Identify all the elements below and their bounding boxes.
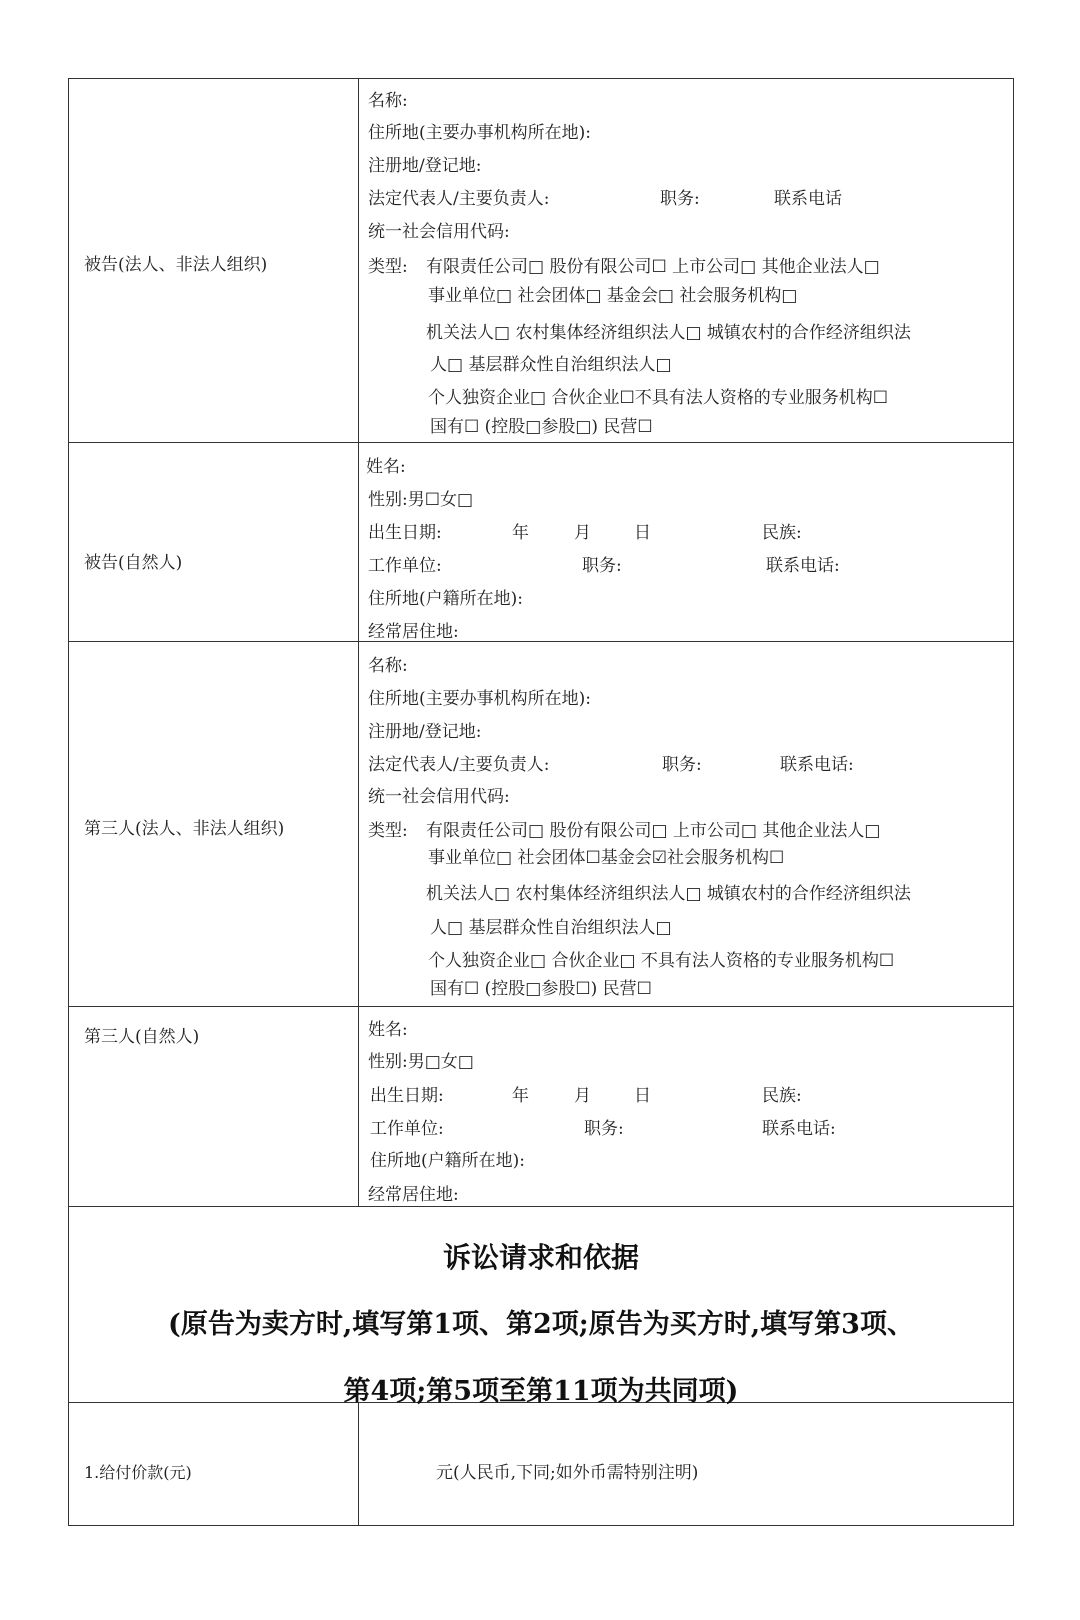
field-birth-date: 出生日期: bbox=[368, 523, 442, 543]
field-residence: 住所地(主要办事机构所在地): bbox=[368, 689, 591, 709]
field-habitual-residence: 经常居住地: bbox=[368, 1185, 459, 1205]
field-employer: 工作单位: bbox=[370, 1119, 444, 1139]
field-position: 职务: bbox=[584, 1119, 624, 1139]
field-birth-date: 出生日期: bbox=[370, 1086, 444, 1106]
field-position: 职务: bbox=[660, 189, 700, 209]
type-options: 事业单位□ 社会团体□ 基金会□ 社会服务机构□ bbox=[428, 286, 798, 306]
row-label: 第三人(法人、非法人组织) bbox=[84, 819, 285, 839]
field-credit-code: 统一社会信用代码: bbox=[368, 787, 510, 807]
field-habitual-residence: 经常居住地: bbox=[368, 622, 459, 642]
field-residence: 住所地(户籍所在地): bbox=[370, 1151, 525, 1171]
row-label: 被告(自然人) bbox=[84, 553, 183, 573]
field-phone: 联系电话: bbox=[766, 556, 840, 576]
field-residence: 住所地(户籍所在地): bbox=[368, 589, 523, 609]
ownership-options: 国有☐ (控股□参股□) 民营☐ bbox=[430, 417, 653, 437]
birth-year: 年 bbox=[512, 523, 529, 543]
field-position: 职务: bbox=[582, 556, 622, 576]
claims-title: 诉讼请求和依据 bbox=[442, 1241, 639, 1274]
field-legal-rep: 法定代表人/主要负责人: bbox=[368, 755, 550, 775]
type-options: 人□ 基层群众性自治组织法人□ bbox=[430, 355, 672, 375]
field-gender: 性别:男□女□ bbox=[368, 1052, 474, 1072]
birth-day: 日 bbox=[634, 1086, 651, 1106]
field-employer: 工作单位: bbox=[368, 556, 442, 576]
row-label: 被告(法人、非法人组织) bbox=[84, 255, 268, 275]
row-divider bbox=[68, 1206, 1014, 1207]
field-name: 姓名: bbox=[368, 1020, 408, 1040]
type-options: 有限责任公司□ 股份有限公司☐ 上市公司□ 其他企业法人□ bbox=[426, 257, 880, 277]
type-options: 有限责任公司□ 股份有限公司□ 上市公司□ 其他企业法人□ bbox=[426, 821, 881, 841]
field-phone: 联系电话 bbox=[774, 189, 842, 209]
field-gender: 性别:男☐女□ bbox=[368, 490, 474, 510]
birth-month: 月 bbox=[574, 523, 591, 543]
type-options: 个人独资企业□ 合伙企业☐不具有法人资格的专业服务机构☐ bbox=[428, 388, 888, 408]
row-divider bbox=[68, 442, 1014, 443]
row-divider bbox=[68, 1006, 1014, 1007]
field-legal-rep: 法定代表人/主要负责人: bbox=[368, 189, 550, 209]
field-name: 名称: bbox=[368, 91, 408, 111]
field-credit-code: 统一社会信用代码: bbox=[368, 222, 510, 242]
column-divider bbox=[358, 78, 359, 1206]
field-phone: 联系电话: bbox=[780, 755, 854, 775]
field-ethnicity: 民族: bbox=[762, 1086, 802, 1106]
birth-day: 日 bbox=[634, 523, 651, 543]
field-residence: 住所地(主要办事机构所在地): bbox=[368, 123, 591, 143]
item-1-label: 1.给付价款(元) bbox=[84, 1463, 192, 1482]
claims-subtitle-line2: 第4项;第5项至第11项为共同项) bbox=[343, 1376, 739, 1407]
row-divider bbox=[68, 641, 1014, 642]
birth-year: 年 bbox=[512, 1086, 529, 1106]
field-type: 类型: bbox=[368, 257, 408, 277]
field-phone: 联系电话: bbox=[762, 1119, 836, 1139]
birth-month: 月 bbox=[574, 1086, 591, 1106]
type-options: 事业单位□ 社会团体☐基金会☑社会服务机构☐ bbox=[428, 848, 785, 868]
field-name: 姓名: bbox=[366, 457, 406, 477]
type-options: 个人独资企业□ 合伙企业□ 不具有法人资格的专业服务机构☐ bbox=[428, 951, 895, 971]
item-1-value: 元(人民币,下同;如外币需特别注明) bbox=[436, 1463, 699, 1483]
claims-subtitle-line1: (原告为卖方时,填写第1项、第2项;原告为买方时,填写第3项、 bbox=[168, 1309, 914, 1340]
row-label: 第三人(自然人) bbox=[84, 1027, 200, 1047]
field-name: 名称: bbox=[368, 656, 408, 676]
field-registration: 注册地/登记地: bbox=[368, 156, 482, 176]
type-options: 机关法人□ 农村集体经济组织法人□ 城镇农村的合作经济组织法 bbox=[426, 323, 911, 343]
column-divider-bottom bbox=[358, 1402, 359, 1526]
field-ethnicity: 民族: bbox=[762, 523, 802, 543]
type-options: 机关法人□ 农村集体经济组织法人□ 城镇农村的合作经济组织法 bbox=[426, 884, 911, 904]
field-registration: 注册地/登记地: bbox=[368, 722, 482, 742]
type-options: 人□ 基层群众性自治组织法人□ bbox=[430, 918, 672, 938]
field-position: 职务: bbox=[662, 755, 702, 775]
field-type: 类型: bbox=[368, 821, 408, 841]
ownership-options: 国有☐ (控股□参股☐) 民营☐ bbox=[430, 979, 652, 999]
